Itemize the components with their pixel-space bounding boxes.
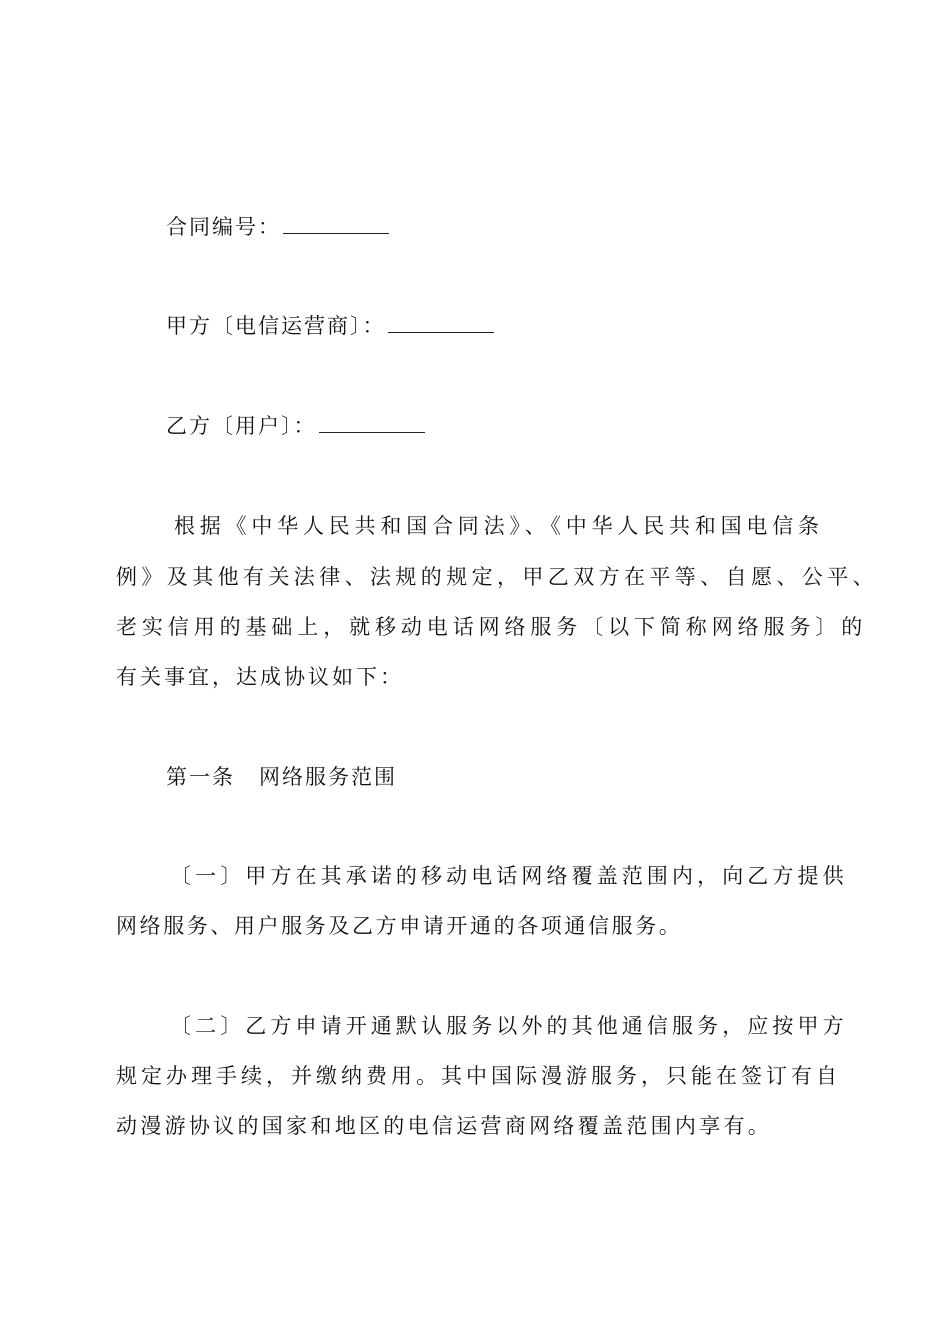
party-b-row	[166, 411, 425, 441]
article-1-title: 网络服务范围	[259, 765, 397, 789]
contract-number-blank	[283, 215, 389, 234]
preamble-line-1: 根据《中华人民共和国合同法》、《中华人民共和国电信条	[174, 514, 824, 538]
article-1-heading	[166, 762, 397, 792]
party-a-label: 甲方〔电信运营商〕：	[166, 314, 386, 338]
contract-number-row	[166, 212, 389, 242]
party-b-label: 乙方〔用户〕：	[166, 414, 317, 438]
clause-2-line-2: 规定办理手续，并缴纳费用。其中国际漫游服务，只能在签订有自	[116, 1064, 841, 1088]
clause-1-line-2: 网络服务、用户服务及乙方申请开通的各项通信服务。	[116, 914, 683, 938]
preamble-line-2: 例》及其他有关法律、法规的规定，甲乙双方在平等、自愿、公平、	[116, 565, 878, 589]
clause-2-line-1: 〔二〕乙方申请开通默认服务以外的其他通信服务，应按甲方	[170, 1014, 848, 1038]
clause-1-line-1: 〔一〕甲方在其承诺的移动电话网络覆盖范围内，向乙方提供	[170, 864, 848, 888]
preamble-line-3: 老实信用的基础上，就移动电话网络服务〔以下简称网络服务〕的	[116, 615, 868, 639]
clause-2-line-3: 动漫游协议的国家和地区的电信运营商网络覆盖范围内享有。	[116, 1114, 773, 1138]
party-b-blank	[319, 414, 425, 433]
party-a-blank	[388, 314, 494, 333]
article-1-number: 第一条	[166, 765, 235, 789]
preamble-line-4: 有关事宜，达成协议如下：	[116, 665, 404, 689]
party-a-row	[166, 311, 494, 341]
contract-number-label: 合同编号：	[166, 215, 281, 239]
